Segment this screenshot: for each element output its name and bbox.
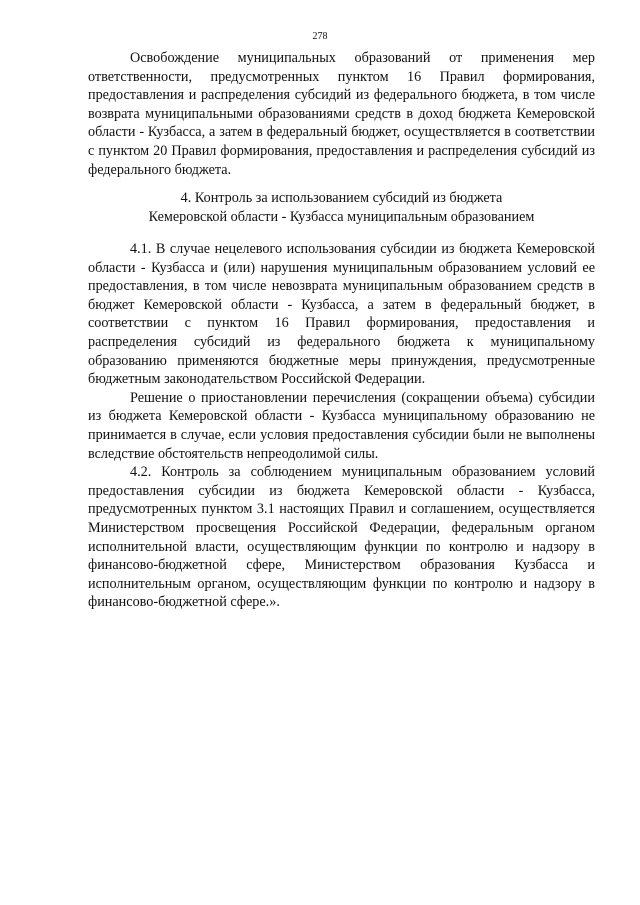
section-title-line-1: 4. Контроль за использованием субсидий из бюджета [180, 190, 503, 206]
paragraph-4-2: 4.2. Контроль за соблюдением муниципальным образованием условий предоставления субсидии из бюджета Кемеровской области - Кузбасса, предусмотренных пунктом 3.1 настоящих Правил и соглашением, осуществляется Министерством просвещения Российской Федерации, федеральным органом исполнительной власти, осуществляющим функции по контролю и надзору в финансово-бюджетной сфере, Министерством образования Кузбасса и исполнительным органом, осуществляющим функции по контролю и надзору в финансово-бюджетной сфере.». [88, 464, 595, 611]
paragraph-suspension: Решение о приостановлении перечисления (сокращении объема) субсидии из бюджета Кемеровской области - Кузбасса муниципальному образованию не принимается в случае, если условия предоставления субсидии были не выполнены вследствие обстоятельств непреодолимой силы. [88, 389, 595, 462]
paragraph-4-1: 4.1. В случае нецелевого использования субсидии из бюджета Кемеровской области - Кузбасса и (или) нарушения муниципальным образованием условий ее предоставления, в том числе невозврата муниципальным образованием средств в бюджет Кемеровской области - Кузбасса, а затем в федеральный бюджет, в соответствии с пунктом 16 Правил формирования, предоставления и распределения субсидий из федерального бюджета к муниципальному образованию применяются бюджетные меры принуждения, предусмотренные бюджетным законодательством Российской Федерации. [88, 241, 595, 388]
section-heading [88, 189, 595, 226]
intro-paragraph: Освобождение муниципальных образований от применения мер ответственности, предусмотренных пунктом 16 Правил формирования, предоставления и распределения субсидий из федерального бюджета, в том числе возврата муниципальными образованиями средств в доход бюджета Кемеровской области - Кузбасса, а затем в федеральный бюджет, осуществляется в соответствии с пунктом 20 Правил формирования, предоставления и распределения субсидий из федерального бюджета. [88, 50, 595, 178]
intro-block [88, 49, 595, 179]
section-title-line-2: Кемеровской области - Кузбасса муниципальным образованием [148, 208, 535, 225]
page-number: 278 [312, 31, 328, 42]
section-body [88, 240, 595, 612]
